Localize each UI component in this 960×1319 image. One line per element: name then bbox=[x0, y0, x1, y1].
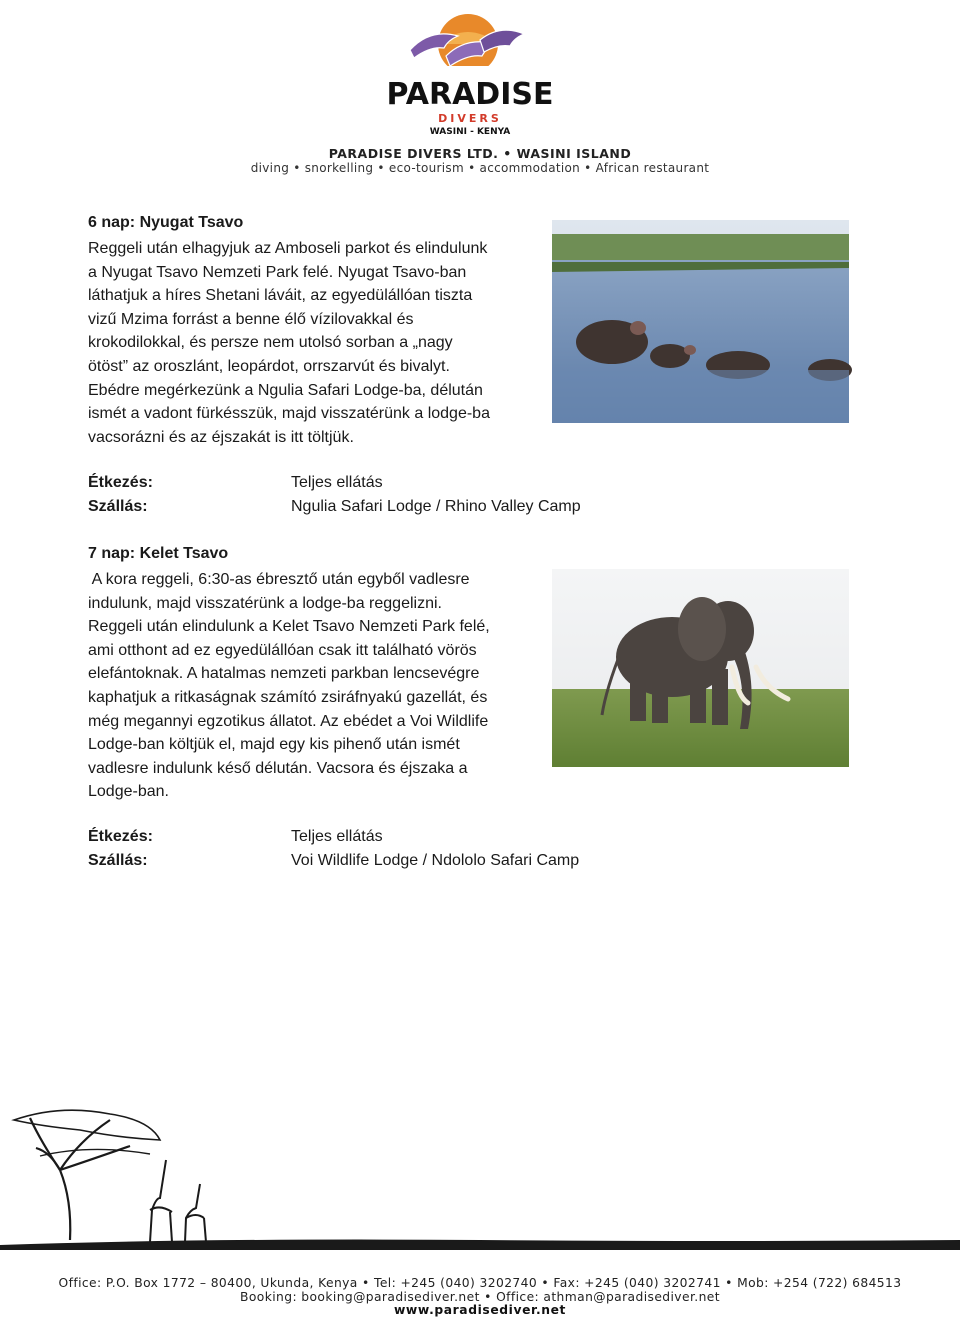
day7-line: Reggeli után elindulunk a Kelet Tsavo Nemzeti Park felé, bbox=[88, 618, 490, 636]
day7-stay-label: Szállás: bbox=[88, 852, 148, 869]
footer-contact: Office: P.O. Box 1772 – 80400, Ukunda, Kenya • Tel: +245 (040) 3202740 • Fax: +245 (040) 3202741 • Mob: +254 (722) 684513 bbox=[58, 1276, 902, 1290]
day6-line: Reggeli után elhagyjuk az Amboseli parkot és elindulunk bbox=[88, 240, 488, 257]
day6-stay-label: Szállás: bbox=[88, 498, 148, 515]
day7-paragraph bbox=[88, 568, 490, 804]
elephant-photo bbox=[552, 569, 849, 767]
day6-meal-value: Teljes ellátás bbox=[291, 474, 383, 491]
day6-title: 6 nap: Nyugat Tsavo bbox=[88, 214, 244, 231]
day7-stay-value: Voi Wildlife Lodge / Ndololo Safari Camp bbox=[291, 852, 580, 869]
footer-website[interactable]: www.paradisediver.net bbox=[393, 1303, 567, 1317]
day6-line: ismét a vadont fürkésszük, majd visszatérünk a lodge-ba bbox=[88, 405, 490, 423]
logo-location: WASINI - KENYA bbox=[429, 127, 511, 137]
services-line: diving • snorkelling • eco-tourism • accommodation • African restaurant bbox=[250, 161, 710, 175]
day7-line: A kora reggeli, 6:30-as ébresztő után egyből vadlesre bbox=[88, 571, 470, 588]
day7-line: Lodge-ban. bbox=[88, 783, 169, 801]
savanna-silhouette bbox=[0, 1100, 960, 1260]
hippos-photo bbox=[552, 220, 849, 423]
day6-line: krokodilokkal, és persze nem utolsó sorban a „nagy bbox=[88, 334, 453, 352]
day6-line: láthatjuk a híres Shetani láváit, az egyedülállóan tiszta bbox=[88, 287, 473, 305]
day7-meal-value: Teljes ellátás bbox=[291, 828, 383, 845]
footer-booking: Booking: booking@paradisediver.net • Office: athman@paradisediver.net bbox=[240, 1290, 720, 1304]
day7-line: elefántoknak. A hatalmas nemzeti parkban lencsevégre bbox=[88, 665, 480, 683]
day6-meal-label: Étkezés: bbox=[88, 474, 153, 491]
day6-line: Ebédre megérkezünk a Ngulia Safari Lodge-ba, délután bbox=[88, 381, 483, 399]
company-name: PARADISE DIVERS LTD. • WASINI ISLAND bbox=[328, 146, 632, 161]
day6-line: a Nyugat Tsavo Nemzeti Park felé. Nyugat Tsavo-ban bbox=[88, 263, 467, 281]
day7-line: kaphatjuk a ritkaságnak számító zsiráfnyakú gazellát, és bbox=[88, 688, 488, 706]
day7-line: Lodge-ban költjük el, majd egy kis pihenő után ismét bbox=[88, 736, 460, 754]
logo-sub: DIVERS bbox=[438, 112, 502, 125]
day6-stay-value: Ngulia Safari Lodge / Rhino Valley Camp bbox=[291, 498, 581, 515]
day7-line: még megannyi egzotikus állatot. Az ebédet a Voi Wildlife bbox=[88, 712, 489, 730]
day6-line: ötöst” az oroszlánt, leopárdot, orrszarvút és bivalyt. bbox=[88, 357, 450, 375]
day7-title: 7 nap: Kelet Tsavo bbox=[88, 545, 229, 562]
giraffe-silhouettes bbox=[150, 1160, 206, 1242]
logo-text: PARADISE bbox=[386, 77, 554, 112]
day7-line: indulunk, majd visszatérünk a lodge-ba reggelizni. bbox=[88, 594, 442, 612]
day6-line: vizű Mzima forrást a benne élő vízilovakkal és bbox=[88, 310, 414, 328]
day7-line: vadlesre indulunk késő délután. Vacsora és éjszaka a bbox=[88, 759, 468, 777]
day6-paragraph bbox=[88, 237, 490, 449]
day6-line: vacsorázni és az éjszakát is itt töltjük. bbox=[88, 428, 354, 446]
paradise-divers-logo bbox=[386, 10, 554, 138]
day7-meal-label: Étkezés: bbox=[88, 828, 153, 845]
day7-line: ami otthont ad ez egyedülállóan csak itt található vörös bbox=[88, 641, 477, 659]
